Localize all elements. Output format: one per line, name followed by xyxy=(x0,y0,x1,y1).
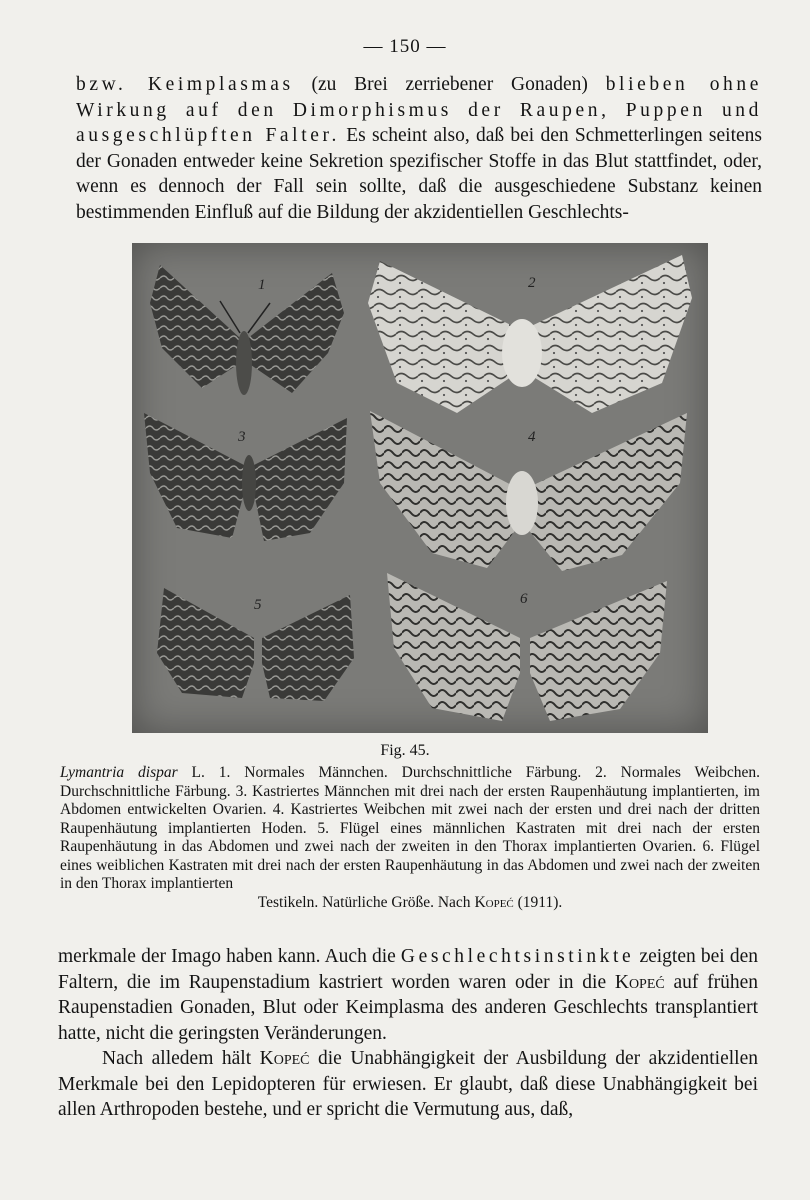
figure-number-6: 6 xyxy=(520,591,528,607)
paragraph-2 xyxy=(58,1046,758,1123)
figure-number-2: 2 xyxy=(528,275,536,291)
figure-number-3: 3 xyxy=(238,429,246,445)
figure-number-1: 1 xyxy=(258,277,266,293)
paragraph-1 xyxy=(58,944,758,1046)
figure-number-4: 4 xyxy=(528,429,536,445)
caption-author: Kopeć xyxy=(474,893,514,911)
body-text: (zu Brei zerriebener Gonaden) xyxy=(293,74,606,95)
figure-caption xyxy=(60,764,760,912)
body-text: zeigten bei den Faltern, die im Raupenstadium kastriert worden waren oder in die xyxy=(58,946,758,993)
spaced-text: bzw. Keimplasmas xyxy=(76,74,294,95)
caption-year: (1911). xyxy=(513,893,563,911)
caption-end-text: Testikeln. Natürliche Größe. Nach xyxy=(257,893,475,911)
figure-number-5: 5 xyxy=(254,597,262,613)
spaced-text: Geschlechtsinstinkte xyxy=(400,946,635,967)
body-text: die Unabhängigkeit der Ausbildung der akzidentiellen Merkmale bei den Lepidopteren für erwiesen. Er glaubt, daß diese Unabhängigkeit bei allen Arthropoden bestehe, und er spricht die Vermutung aus, daß, xyxy=(58,1048,758,1120)
body-text: merkmale der Imago haben kann. Auch die xyxy=(58,946,401,967)
moth-photo-plate xyxy=(132,243,708,733)
author-name: Kopeć xyxy=(259,1048,310,1069)
body-paragraph-bottom xyxy=(58,944,758,1123)
page-number: — 150 — xyxy=(363,36,447,57)
spaced-text: blieben ohne Wirkung auf den Dimorphismus der Raupen, Puppen und ausgeschlüpften Falter. xyxy=(76,74,763,146)
body-paragraph-top xyxy=(76,72,762,225)
body-text: Es scheint also, daß bei den Schmetterlingen seitens der Gonaden entweder keine Sekretion spezifischer Stoffe in das Blut stattfindet, oder, wenn es dennoch der Fall sein sollte, daß die ausgeschiedene Substanz keinen bestimmenden Einfluß auf die Bildung der akzidentiellen Geschlechts- xyxy=(76,125,762,223)
caption-text: L. 1. Normales Männchen. Durchschnittliche Färbung. 2. Normales Weibchen. Durchschnittliche Färbung. 3. Kastriertes Männchen mit drei nach der ersten Raupenhäutung implantierten, im Abdomen entwickelten Ovarien. 4. Kastriertes Weibchen mit zwei nach der ersten und drei nach der dritten Raupenhäutung implantierten Hoden. 5. Flügel eines männlichen Kastraten mit drei nach der ersten Raupenhäutung in das Abdomen und zwei nach der zweiten in den Thorax implantierten Ovarien. 6. Flügel eines weiblichen Kastraten mit drei nach der ersten Raupenhäutung in das Abdomen und zwei nach der zweiten in den Thorax implantierten xyxy=(60,764,761,892)
body-text: auf frühen Raupenstadien Gonaden, Blut oder Keimplasma des anderen Geschlechts transplantiert hatte, nicht die geringsten Veränderungen. xyxy=(58,971,758,1044)
moth-1-illustration xyxy=(150,265,344,395)
figure-label: Fig. 45. xyxy=(380,742,430,759)
moth-photograph xyxy=(132,243,708,733)
body-text: Nach alledem hält xyxy=(102,1048,260,1069)
caption-species: Lymantria dispar xyxy=(60,764,178,781)
caption-end-line xyxy=(60,894,760,913)
author-name: Kopeć xyxy=(614,971,665,993)
